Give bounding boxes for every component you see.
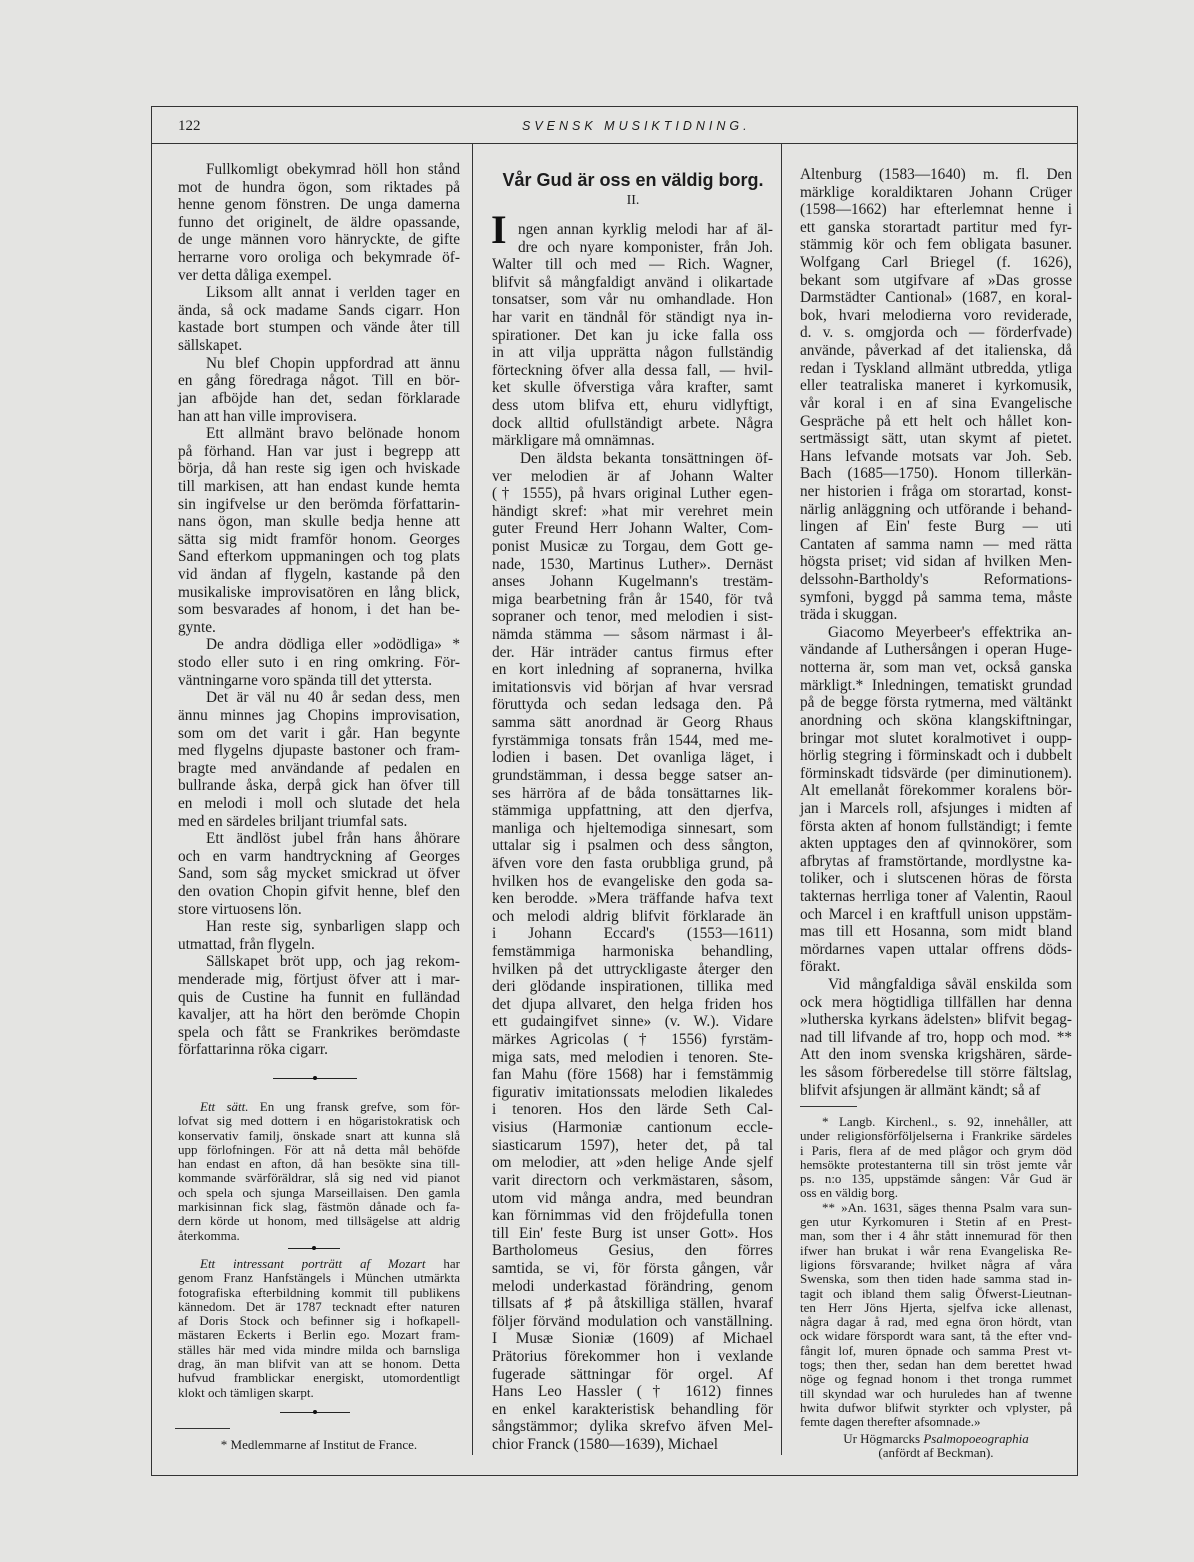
text-line: visius (Harmoniæ cantionum eccle- — [492, 1119, 773, 1137]
ornament-divider — [273, 1078, 357, 1079]
text-line: som om det varit i går. Han begynte — [178, 724, 460, 742]
text-line: som besvarades af honom, i det han be- — [178, 601, 460, 619]
text-line: femstämmiga harmoniska behandling, — [492, 942, 773, 960]
text-line: fångit lof, muren öpnade och samma Prest vt- — [800, 1342, 1072, 1358]
text-line: bok, hvari melodierna voro reviderade, — [800, 306, 1072, 324]
text-line: Ett allmänt bravo belönade honom — [206, 425, 460, 443]
text-line: Walter till och med — Rich. Wagner, — [492, 256, 773, 274]
text-line: af Doris Stock och befinner sig i hofkapell- — [178, 1313, 460, 1329]
italic-text: Ett intressant porträtt af Mozart — [200, 1256, 426, 1271]
text-line: mästaren Eckerts i Berlin ego. Mozart fram- — [178, 1327, 460, 1343]
text-line: oss en väldig borg. — [800, 1185, 898, 1201]
ornament-divider — [288, 1248, 340, 1249]
text-line: en kort inledning af sopranerna, hvilka — [492, 661, 773, 679]
text-line: nöge og fegnad honom i thet tronga rummet — [800, 1371, 1072, 1387]
text-line: han endast en afton, då han besökte sina till- — [178, 1156, 460, 1172]
text-line: kavaljer, att ha hört den berömde Chopin — [178, 1006, 460, 1024]
text-line: mas till ett Hosanna, som midt bland — [800, 923, 1072, 941]
text-line: jan afböjde han det, sedan förklarade — [178, 389, 460, 407]
text-line: vändande af Luthersången i operan Huge- — [800, 641, 1072, 659]
text-line: sertmässigt sätt, utan skymt af pietet. — [800, 430, 1072, 448]
text-line: lodien i basen. Det ovanliga läget, i — [492, 749, 773, 767]
text-line: ock mera högtidliga tillfällen har denna — [800, 993, 1072, 1011]
italic-text: Psalmopoeographia — [923, 1431, 1029, 1446]
text-line: ner historien i fråga om storartad, konst- — [800, 482, 1072, 500]
paragraph — [178, 161, 460, 284]
text-line: der. Här inträder cantus firmus efter — [492, 643, 773, 661]
text-line: ifwer han brukat i wår rena Evangeliska Re- — [800, 1242, 1072, 1258]
ornament-divider — [280, 1412, 350, 1413]
text-line: Hans Leo Hassler († 1612) finnes — [492, 1383, 773, 1401]
text-line: nade, 1530, Martinus Luther». Dernäst — [492, 555, 773, 573]
text-line: anses Johann Kugelmann's trestäm- — [492, 573, 773, 591]
news-item-mozart-portrait — [178, 1257, 460, 1400]
text-line: i tenoren. Hos den lärde Seth Cal- — [492, 1101, 773, 1119]
text-line: gynte. — [178, 618, 216, 636]
middle-column-article — [492, 221, 773, 1454]
text-line: de unge männen voro hänryckte, de gifte — [178, 231, 460, 249]
footnote-rule — [800, 1106, 857, 1107]
text-line: lofvat sig med dottern i en högaristokratisk och — [178, 1113, 460, 1129]
text-line: togs; then ther, sedan han dem berettet hwad — [800, 1357, 1072, 1373]
text-line: vid ändan af flygeln, kastande på den — [178, 566, 460, 584]
text-line: tagit och ibland them salig Öfwerst-Lieutnan- — [800, 1285, 1072, 1301]
text-line: hvilken hos de evangeliske den goda sa- — [492, 872, 773, 890]
text-line: ponist Musicæ zu Torgau, dem Gott ge- — [492, 537, 773, 555]
paragraph — [178, 636, 460, 689]
text-line: kastade bort stumpen och vände åter till — [178, 319, 460, 337]
frame-top-rule — [151, 106, 1078, 107]
text-line: siasticarum 1597), heter det, på tal — [492, 1136, 773, 1154]
text-line: dess utom blifva ett, ehuru vidlyftigt, — [492, 397, 773, 415]
text-line: Sand efterkom uppmaningen och tog plats — [178, 548, 460, 566]
text-line: Den äldsta bekanta tonsättningen öf- — [520, 449, 773, 467]
text-line: anordning och sköna klangskiftningar, — [800, 711, 1072, 729]
news-item-ett-satt — [178, 1100, 460, 1243]
text-line: första akten af honom fullständigt; i femte — [800, 817, 1072, 835]
footnote-rule — [175, 1428, 230, 1429]
text-line: stämmig kör och fem obligata basuner. — [800, 236, 1072, 254]
text-line: till Ein' feste Burg ist unser Gott». Hos — [492, 1224, 773, 1242]
text-line: till markisen, att han endast kunde hemta — [178, 477, 460, 495]
column-rule-1 — [472, 143, 473, 1455]
text-line: ket skulle öfverstiga våra krafter, samt — [492, 379, 773, 397]
text-line: Prätorius förekommer hon i vexlande — [492, 1348, 773, 1365]
text-line: stämmiga uppfattning, att den djerfva, — [492, 802, 773, 820]
right-column-article — [800, 166, 1072, 1099]
text-line: den ovation Chopin gifvit henne, blef den — [178, 882, 460, 900]
text-line: närlig anläggning och utförande i behand- — [800, 500, 1072, 518]
text-line: lingen af Ein' feste Burg — uti — [800, 518, 1072, 536]
text-line: ken berodde. »Mera träffande hafva text — [492, 890, 773, 908]
text-line: ver detta dåliga exempel. — [178, 266, 332, 284]
text-line: dern körde ut honom, med tillsägelse att aldrig — [178, 1213, 460, 1229]
paragraph — [492, 450, 773, 1454]
text-line: kommande svärföräldrar, slå sig ned vid pianot — [178, 1170, 460, 1186]
text-line: märkligt.* Inledningen, tematiskt grundad — [800, 676, 1072, 694]
text-line: i Johann Eccard's (1553—1611) — [492, 925, 773, 943]
text-line: förteckning öfver alla dessa fall, — hvil- — [492, 361, 773, 379]
text-line: ett ganska storartadt partitur med fyr- — [800, 218, 1072, 236]
text-line: bullrande åska, derpå gick han öfver till — [178, 777, 460, 795]
text-line: nämda stämma — såsom närmast i ål- — [492, 626, 773, 644]
text-line: Bach (1685—1750). Honom tillerkän- — [800, 465, 1072, 483]
text-line: Altenburg (1583—1640) m. fl. Den — [800, 166, 1072, 183]
text-line: Sand, som såg mycket smickrad ut öfver — [178, 865, 460, 883]
text-line: afbrytas af framstörtande, mordlystne ka- — [800, 852, 1072, 870]
text-line: fyrstämmiga tonsats från 1544, med me- — [492, 731, 773, 749]
text-line: tonsatser, som vår nu omhandlade. Hon — [492, 291, 773, 309]
text-line: akten upptages den af qvinnokörer, som — [800, 835, 1072, 853]
text-line: nans ögon, man skulle bedja henne att — [178, 513, 460, 531]
text-line: man, som ther i 4 åhr stått innemurad för then — [800, 1228, 1072, 1244]
paragraph — [178, 689, 460, 830]
paragraph — [800, 1432, 1072, 1461]
text-line: följer förvänd modulation och vanställning. — [492, 1312, 773, 1330]
text-line: Ett sätt. En ung fransk grefve, som för- — [200, 1099, 461, 1114]
column-rule-2 — [781, 143, 782, 1455]
text-line: Att den inom svenska krigshären, särde- — [800, 1046, 1072, 1064]
text-line: författarinna röka cigarr. — [178, 1041, 328, 1059]
text-line: femte dagen therefter afsomnade.» — [800, 1414, 981, 1430]
text-line: väntningarne voro spända till det yttersta. — [178, 671, 433, 689]
header-rule — [151, 143, 1078, 144]
text-line: har varit en tändnål för ständigt nya in- — [492, 309, 773, 327]
text-line: märklige koraldiktaren Johann Crüger — [800, 183, 1072, 201]
text-line: d. v. s. omgjorda och — förderfvade) — [800, 324, 1072, 342]
text-line: vår koral i en af sina Evangelische — [800, 394, 1072, 412]
text-line: en enkel karakteristisk behandling för — [492, 1400, 773, 1418]
text-line: De andra dödliga eller »odödliga» * — [206, 636, 460, 654]
text-line: store virtuosens lön. — [178, 900, 302, 918]
text-line: konservativ familj, önskade snart att kunna slå — [178, 1127, 460, 1143]
text-line: nad till lifvande af tro, hopp och mod. ** — [800, 1028, 1072, 1046]
text-line: Gespräche på ett helt och hållet kon- — [800, 412, 1072, 430]
text-line: klokt och tämligen skarpt. — [178, 1384, 314, 1400]
text-line: med en särdeles briljant triumfal sats. — [178, 812, 408, 830]
paragraph — [178, 355, 460, 425]
text-line: högsta priset; vid sidan af hvilken Men- — [800, 553, 1072, 571]
text-line: Hans lefvande motsats var Joh. Seb. — [800, 447, 1072, 465]
text-line: och Marcel i en kraftfull unison uppstäm- — [800, 905, 1072, 923]
paragraph — [178, 918, 460, 953]
text-line: spela och fått se Frankrikes berömdaste — [178, 1023, 460, 1041]
text-line: spirationer. Det kan ju icke falla oss — [492, 326, 773, 344]
frame-left-rule — [151, 106, 152, 1476]
text-line: på de begge första rytmerna, med vältänkt — [800, 694, 1072, 712]
footnote-attribution — [800, 1432, 1072, 1461]
text-line: Nu blef Chopin uppfordrad att ännu — [206, 354, 460, 372]
text-line: samma sätt anordnad är Georg Rhaus — [492, 714, 773, 732]
text-line: bekant som utgifvare af »Das grosse — [800, 271, 1072, 289]
text-line: melodi underkastad förändring, genom — [492, 1277, 773, 1295]
text-line: Vid mångfaldiga såväl enskilda som — [828, 976, 1072, 994]
text-line: takternas herrliga toner af Valentin, Raoul — [800, 887, 1072, 905]
text-line: en melodi i moll och slutade det hela — [178, 794, 460, 812]
text-line: på förhand. Han var just i begrepp att — [178, 442, 460, 460]
text-line: * Langb. Kirchenl., s. 92, innehåller, att — [822, 1114, 1072, 1129]
text-line: han att han ville improvisera. — [178, 407, 357, 425]
text-line: I Musæ Sioniæ (1609) af Michael — [492, 1330, 773, 1348]
text-line: upp förlofningen. För att nå detta mål behöfde — [178, 1141, 460, 1157]
text-line: ps. n:o 135, uppstämde sången: Vår Gud är — [800, 1171, 1072, 1187]
text-line: utmattad, från flygeln. — [178, 935, 315, 953]
paragraph — [178, 830, 460, 918]
text-line: mot de hundra ögon, som riktades på — [178, 178, 460, 196]
text-line: samtida, se vi, för första gången, vår — [492, 1259, 773, 1277]
text-line: herrarne voro oroliga och bekymrade öf- — [178, 249, 460, 267]
right-footnotes — [800, 1115, 1072, 1430]
text-line: Giacomo Meyerbeer's effektrika an- — [828, 623, 1072, 641]
text-line: jan i Marcels roll, afsjunges i midten af — [800, 799, 1072, 817]
text-line: om melodier, att »den helige Ande sjelf — [492, 1154, 773, 1172]
paragraph — [178, 1257, 460, 1400]
text-line: quis de Custine ha funnit en fulländad — [178, 988, 460, 1006]
text-line: sätta sig midt framför honom. Georges — [178, 530, 460, 548]
text-line: en gång föredraga något. Till en bör- — [178, 372, 460, 390]
text-line: Ur Högmarcks Psalmopoeographia — [843, 1431, 1029, 1446]
text-line: Swenska, som then tiden hade samma stad in- — [800, 1271, 1072, 1287]
text-line: ses härröra af de båda tonsättarnes lik- — [492, 784, 773, 802]
paragraph — [178, 1100, 460, 1243]
text-line: hvilken på det uttryckligaste återger den — [492, 960, 773, 978]
text-line: händigt skref: »hat mir verehret mein — [492, 502, 773, 520]
text-line: ett gudaingifvet sinne» (v. W.). Vidare — [492, 1013, 773, 1031]
text-line: ten Herr Jöns Hjerta, sjelfva icke allenast, — [800, 1299, 1072, 1315]
text-line: uttalar sig i psalmen och dess sångton, — [492, 837, 773, 855]
text-line: kännedom. Det är 1787 tecknadt efter naturen — [178, 1298, 460, 1314]
text-line: fugerade sättningar för orgel. Af — [492, 1365, 773, 1383]
text-line: Wolfgang Carl Briegel (f. 1626), — [800, 254, 1072, 272]
text-line: ock widare förspordt wara sant, tå the efter vnd- — [800, 1328, 1072, 1344]
text-line: dock alltid ofullständigt arbete. Några — [492, 414, 773, 432]
text-line: fan Mahu (före 1568) har i femstämmig — [492, 1066, 773, 1084]
text-line: Det är väl nu 40 år sedan dess, men — [206, 689, 460, 707]
text-line: figurativ imitationssats melodien likaledes — [492, 1083, 773, 1101]
text-line: grundstämman, i dessa begge satser an- — [492, 766, 773, 784]
text-line: hörlig stegring i förminskadt och i dubbelt — [800, 747, 1072, 765]
text-line: ver melodien är af Johann Walter — [492, 467, 773, 485]
text-line: sin ingifvelse ur den berömda författarin- — [178, 495, 460, 513]
text-line: och melodi aldrig blifvit förklarade än — [492, 907, 773, 925]
text-line: varit directorn och verkmästaren, såsom, — [492, 1171, 773, 1189]
paragraph — [800, 976, 1072, 1099]
text-line: († 1555), på hvars original Luther egen- — [492, 485, 773, 503]
text-line: »lutherska kyrkans ädelsten» blifvit begag- — [800, 1011, 1072, 1029]
text-line: med flygelns djupaste bastoner och fram- — [178, 742, 460, 760]
text-line: Darmstädter Cantional» (1687, en koral- — [800, 289, 1072, 307]
text-line: hemsökte protestanterna till sin tröst jemte vår — [800, 1156, 1072, 1172]
text-line: träda i skuggan. — [800, 606, 898, 624]
text-line: (1598—1662) har efterlemnat henne i — [800, 201, 1072, 219]
text-line: föruttyda och sedan ledsaga den. På — [492, 696, 773, 714]
text-line: Ett ändlöst jubel från hans åhörare — [206, 830, 460, 848]
text-line: utom vid många andra, med beundran — [492, 1189, 773, 1207]
text-line: symfoni, byggd på samma tema, måste — [800, 588, 1072, 606]
text-line: tillsats af ♯ på åtskilliga ställen, hvaraf — [492, 1295, 773, 1313]
running-title: SVENSK MUSIKTIDNING. — [522, 119, 751, 133]
text-line: notterna är, som man vet, också ganska — [800, 659, 1072, 677]
text-line: börja, då han reste sig igen och hviskade — [178, 460, 460, 478]
text-line: bringar mot slutet koralmotivet i oupp- — [800, 729, 1072, 747]
text-line: ännu minnes jag Chopins improvisation, — [178, 706, 460, 724]
text-line: Alt emellanåt förekommer koralens bör- — [800, 782, 1072, 800]
text-line: sällskapet. — [178, 337, 243, 355]
text-line: och en varm handtryckning af Georges — [178, 847, 460, 865]
text-line: eller teatraliska maneret i kyrkomusik, — [800, 377, 1072, 395]
text-line: Cantaten af samma namn — med rätta — [800, 535, 1072, 553]
text-line: miga bearbetning från år 1540, för två — [492, 590, 773, 608]
text-line: Han reste sig, synbarligen slapp och — [206, 918, 460, 936]
text-line: hufvud framblickar energiskt, utomordentligt — [178, 1370, 460, 1386]
text-line: Liksom allt annat i verlden tager en — [206, 284, 460, 302]
article-title: Vår Gud är oss en väldig borg. — [502, 170, 764, 190]
article-part-number: II. — [626, 193, 640, 208]
page-number: 122 — [178, 118, 201, 134]
text-line: genom Franz Hanfstängels i München utmärkta — [178, 1270, 460, 1286]
text-line: redan i Tyskland allmänt utbredda, ytliga — [800, 359, 1072, 377]
text-line: delssohn-Bartholdy's Reformations- — [800, 571, 1072, 589]
text-line: märkes Agricolas († 1556) fyrstäm- — [492, 1031, 773, 1049]
text-line: under religionsförföljelserna i Frankrike särdeles — [800, 1128, 1072, 1144]
text-line: musikaliske improvisatören en lång blick, — [178, 583, 460, 601]
paragraph — [800, 624, 1072, 976]
text-line: bragte med användande af pedalen en — [178, 759, 460, 777]
text-line: i Paris, flera af de med plågor och grym död — [800, 1142, 1072, 1158]
paragraph — [178, 425, 460, 636]
text-line: några dagar å rad, med egna öron hördt, vtan — [800, 1314, 1072, 1330]
text-line: imitationsvis vid början af hvar versrad — [492, 678, 773, 696]
text-line: kan förnimmas vid den fröjdefulla tonen — [492, 1207, 773, 1225]
paragraph — [178, 953, 460, 1059]
text-line: dre och nyare komponister, från Joh. — [518, 238, 773, 256]
text-line: guter Freund Herr Johann Walter, Com- — [492, 520, 773, 538]
text-line: Sällskapet bröt upp, och jag rekom- — [206, 953, 460, 971]
text-line: märkligare må omnämnas. — [492, 432, 655, 450]
italic-text: Ett sätt. — [200, 1099, 249, 1114]
drop-cap: I — [491, 207, 507, 252]
text-line: förakt. — [800, 958, 841, 976]
text-line: blifvit afsjungen är allmänt kändt; så af — [800, 1081, 1041, 1099]
text-line: sopraner och tenor, med melodien i sist- — [492, 608, 773, 626]
text-line: miga sats, med melodien i tenoren. Ste- — [492, 1048, 773, 1066]
text-line: och spela och sjunga Marseillaisen. Den gamla — [178, 1184, 460, 1200]
text-line: ställes här med vida mindre milda och barnsliga — [178, 1341, 460, 1357]
text-line: sångstämmor; dylika skrefvo äfven Mel- — [492, 1418, 773, 1436]
text-line: gen utur Kyrkomuren i Stetin af en Prest- — [800, 1214, 1072, 1230]
text-line: fotografiska efterbildning kommit till publikens — [178, 1284, 460, 1300]
text-line: använde, påverkad af det italienska, då — [800, 342, 1072, 360]
text-line: chior Franck (1580—1639), Michael — [492, 1436, 718, 1454]
text-line: återkomma. — [178, 1227, 240, 1243]
paragraph — [800, 166, 1072, 624]
frame-right-rule — [1077, 106, 1078, 1476]
text-line: till skyndad war och huruledes han af twenne — [800, 1385, 1072, 1401]
left-column-article — [178, 161, 460, 1059]
paragraph — [800, 1201, 1072, 1430]
text-line: deri glödande inspirationen, tillika med — [492, 978, 773, 996]
paragraph — [800, 1115, 1072, 1201]
text-line: (anfördt af Beckman). — [878, 1445, 994, 1461]
text-line: manliga och hjeltemodiga sinnesart, som — [492, 819, 773, 837]
text-line: ngen annan kyrklig melodi har af äl- — [518, 221, 773, 238]
text-line: äfven vore den fasta orubbliga grund, på — [492, 854, 773, 872]
text-line: stodo eller suto i en ring omkring. För- — [178, 654, 460, 672]
text-line: in att vilja upprätta någon fullständig — [492, 344, 773, 362]
text-line: henne genom fönstren. De unga damerna — [178, 196, 460, 214]
text-line: Bartholomeus Gesius, den förres — [492, 1242, 773, 1260]
paragraph — [178, 284, 460, 354]
text-line: drag, än man blifvit van att se honom. Detta — [178, 1356, 460, 1372]
text-line: det djupa allvaret, den helga friden hos — [492, 995, 773, 1013]
text-line: toliker, och i slutscenen höras de första — [800, 870, 1072, 888]
footnote: * Medlemmarne af Institut de France. — [220, 1437, 418, 1452]
text-line: menderade mig, förtjust öfver att i mar- — [178, 971, 460, 989]
text-line: ** »An. 1631, säges thenna Psalm vara sun- — [822, 1199, 1072, 1215]
text-line: Fullkomligt obekymrad höll hon stånd — [206, 161, 460, 178]
text-line: funno det originelt, de äldre opassande, — [178, 213, 460, 231]
text-line: hwita dufwor blifwit styrkter och vplyster, på — [800, 1399, 1072, 1415]
frame-bottom-rule — [151, 1475, 1078, 1476]
text-line: ända, så ock madame Sands cigarr. Hon — [178, 301, 460, 319]
text-line: markisinnan fick slag, fästmön dånade och fa- — [178, 1199, 460, 1215]
text-line: les såsom förberedelse till större fältslag, — [800, 1064, 1072, 1082]
text-line: mördarnes vapen uttalar offrens döds- — [800, 940, 1072, 958]
paragraph — [492, 221, 773, 450]
text-line: ligions försvarande; hvilket några af våra — [800, 1256, 1072, 1272]
text-line: förminskadt tidsvärde (per diminutionem). — [800, 764, 1072, 782]
text-line: Ett intressant porträtt af Mozart har — [200, 1256, 460, 1271]
text-line: blifvit så mångfaldigt använd i olikartade — [492, 273, 773, 291]
